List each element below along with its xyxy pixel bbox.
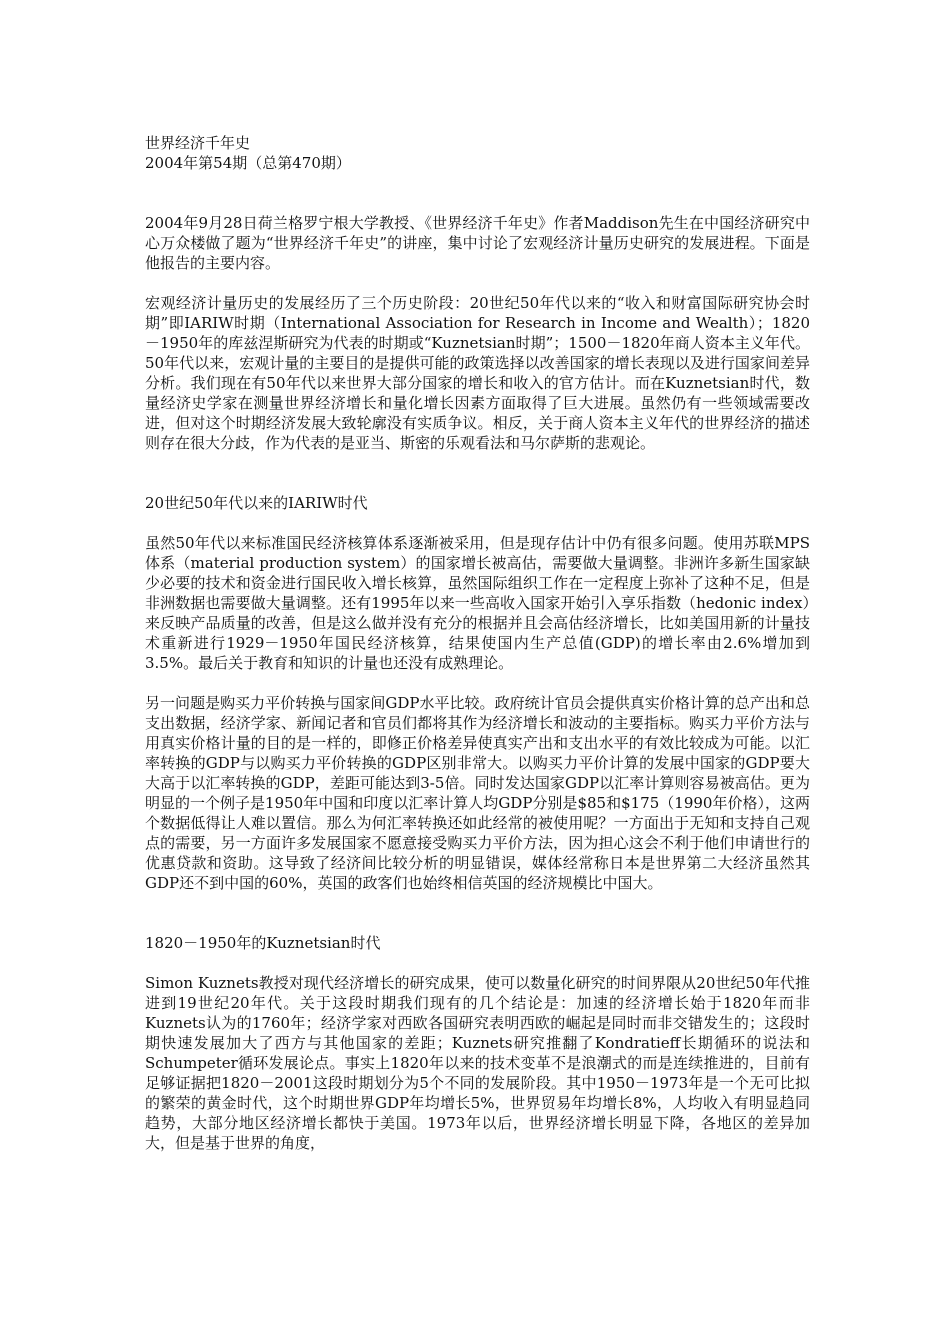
iariw-paragraph-2: 另一问题是购买力平价转换与国家间GDP水平比较。政府统计官员会提供真实价格计算的总产出和总支出数据，经济学家、新闻记者和官员们都将其作为经济增长和波动的主要指标。购买力平价方法与用真实价格计量的目的是一样的，即修正价格差异使真实产出和支出水平的有效比较成为可能。以汇率转换的GDP与以购买力平价转换的GDP区别非常大。以购买力平价计算的发展中国家的GDP要大大高于以汇率转换的GDP，差距可能达到3-5倍。同时发达国家GDP以汇率计算则容易被高估。更为明显的一个例子是1950年中国和印度以汇率计算人均GDP分别是$85和$175（1990年价格），这两个数据低得让人难以置信。那么为何汇率转换还如此经常的被使用呢？一方面出于无知和支持自己观点的需要，另一方面许多发展国家不愿意接受购买力平价方法，因为担心这会不利于他们申请世行的优惠贷款和资助。这导致了经济间比较分析的明显错误，媒体经常称日本是世界第二大经济虽然其GDP还不到中国的60%，英国的政客们也始终相信英国的经济规模比中国大。 bbox=[145, 694, 810, 892]
overview-paragraph: 宏观经济计量历史的发展经历了三个历史阶段：20世纪50年代以来的“收入和财富国际研究协会时期”即IARIW时期（International Association for Research in Income and Wealth）；1820－1950年的库兹涅斯研究为代表的时期或“Kuznetsian时期”；1500－1820年商人资本主义年代。50年代以来，宏观计量的主要目的是提供可能的政策选择以改善国家的增长表现以及进行国家间差异分析。我们现在有50年代以来世界大部分国家的增长和收入的官方估计。而在Kuznetsian时代，数量经济史学家在测量世界经济增长和量化增长因素方面取得了巨大进展。虽然仍有一些领域需要改进，但对这个时期经济发展大致轮廓没有实质争议。相反，关于商人资本主义年代的世界经济的描述则存在很大分歧，作为代表的是亚当、斯密的乐观看法和马尔萨斯的悲观论。 bbox=[145, 294, 810, 452]
section-heading-iariw: 20世纪50年代以来的IARIW时代 bbox=[145, 494, 368, 512]
issue-number: 2004年第54期（总第470期） bbox=[145, 154, 351, 172]
kuznetsian-paragraph-1: Simon Kuznets教授对现代经济增长的研究成果，使可以数量化研究的时间界限从20世纪50年代推进到19世纪20年代。关于这段时期我们现有的几个结论是：加速的经济增长始于1820年而非Kuznets认为的1760年；经济学家对西欧各国研究表明西欧的崛起是同时而非交错发生的；这段时期快速发展加大了西方与其他国家的差距；Kuznets研究推翻了Kondratieff长期循环的说法和Schumpeter循环发展论点。事实上1820年以来的技术变革不是浪潮式的而是连续推进的，目前有足够证据把1820－2001这段时期划分为5个不同的发展阶段。其中1950－1973年是一个无可比拟的繁荣的黄金时代，这个时期世界GDP年均增长5%，世界贸易年均增长8%，人均收入有明显趋同趋势，大部分地区经济增长都快于美国。1973年以后，世界经济增长明显下降，各地区的差异加大，但是基于世界的角度， bbox=[145, 974, 810, 1152]
document-title: 世界经济千年史 bbox=[145, 134, 251, 152]
iariw-paragraph-1: 虽然50年代以来标准国民经济核算体系逐渐被采用，但是现存估计中仍有很多问题。使用苏联MPS体系（material production system）的国家增长被高估，需要做大量调整。非洲许多新生国家缺少必要的技术和资金进行国民收入增长核算，虽然国际组织工作在一定程度上弥补了这种不足，但是非洲数据也需要做大量调整。还有1995年以来一些高收入国家开始引入享乐指数（hedonic index）来反映产品质量的改善，但是这么做并没有充分的根据并且会高估经济增长，比如美国用新的计量技术重新进行1929－1950年国民经济核算，结果使国内生产总值(GDP)的增长率由2.6%增加到3.5%。最后关于教育和知识的计量也还没有成熟理论。 bbox=[145, 534, 810, 672]
section-heading-kuznetsian: 1820－1950年的Kuznetsian时代 bbox=[145, 934, 381, 952]
intro-paragraph: 2004年9月28日荷兰格罗宁根大学教授、《世界经济千年史》作者Maddison先生在中国经济研究中心万众楼做了题为“世界经济千年史”的讲座，集中讨论了宏观经济计量历史研究的发展进程。下面是他报告的主要内容。 bbox=[145, 214, 810, 272]
document-page bbox=[145, 133, 810, 1153]
